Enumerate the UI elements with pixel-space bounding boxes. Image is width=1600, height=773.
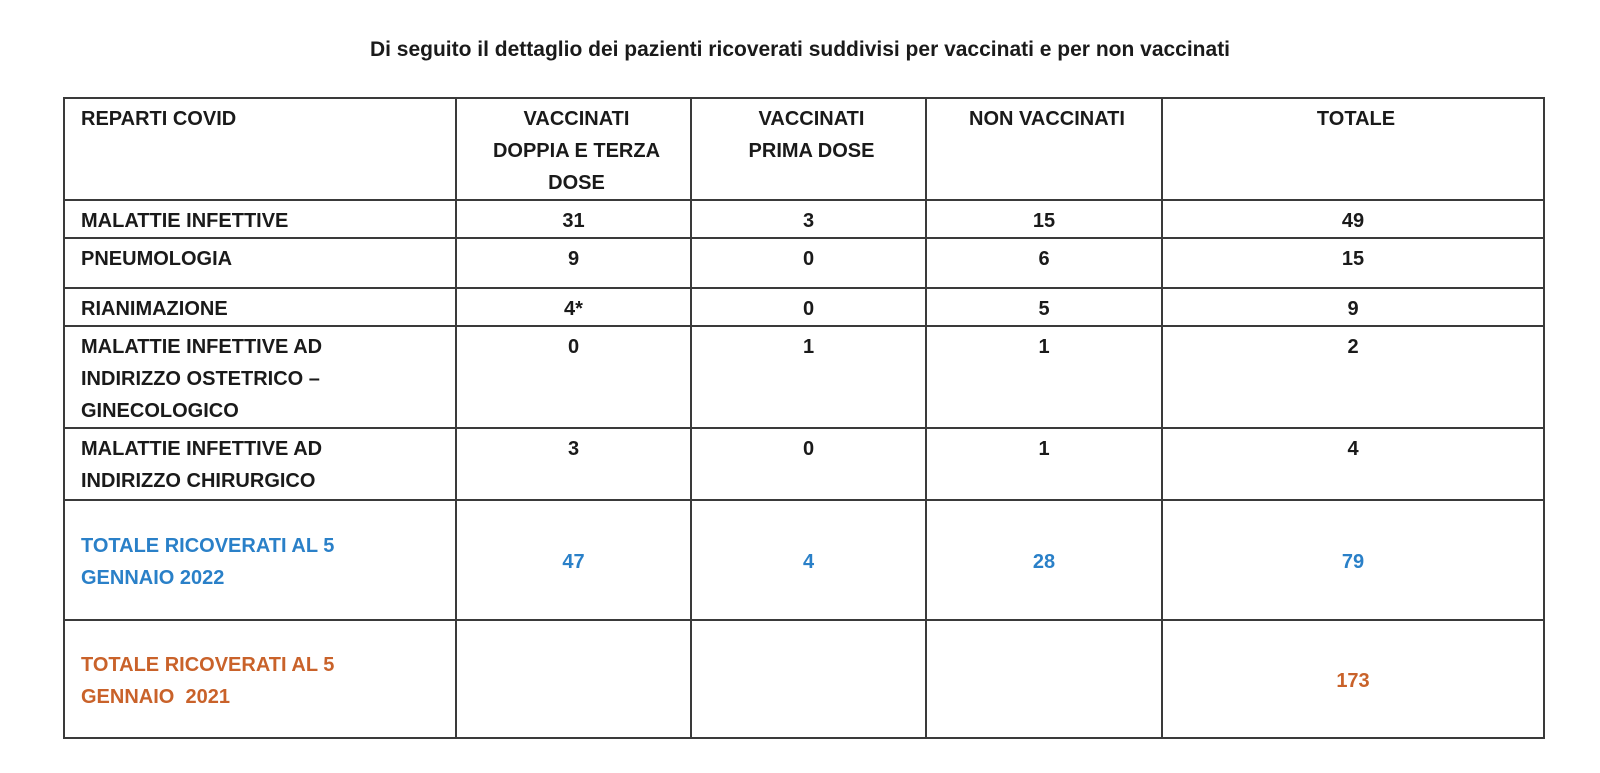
cell-vaccinati-doppia-terza: 31: [456, 200, 691, 238]
document-title: Di seguito il dettaglio dei pazienti ricoverati suddivisi per vaccinati e per non vaccinati: [369, 38, 1231, 61]
header-vaccinati-prima-dose: VACCINATI PRIMA DOSE: [691, 98, 926, 200]
cell-non-vaccinati: 6: [926, 238, 1162, 288]
total-current-row: [64, 500, 1544, 620]
row-label: PNEUMOLOGIA: [64, 238, 456, 288]
row-label: RIANIMAZIONE: [64, 288, 456, 326]
header-vaccinati-doppia-terza: VACCINATI DOPPIA E TERZA DOSE: [456, 98, 691, 200]
cell-totale: 4: [1162, 428, 1544, 500]
cell-vaccinati-prima-dose: 0: [691, 288, 926, 326]
cell-totale: 2: [1162, 326, 1544, 428]
cell-totale: 15: [1162, 238, 1544, 288]
row-label: MALATTIE INFETTIVE AD INDIRIZZO CHIRURGICO: [64, 428, 456, 500]
cell-vaccinati-doppia-terza: 0: [456, 326, 691, 428]
header-totale: TOTALE: [1162, 98, 1544, 200]
cell-vaccinati-prima-dose: 0: [691, 428, 926, 500]
table-header-row: [64, 98, 1544, 200]
total-current-vaccinati-prima-dose: 4: [691, 500, 926, 620]
cell-vaccinati-doppia-terza: 9: [456, 238, 691, 288]
cell-non-vaccinati: 1: [926, 326, 1162, 428]
cell-vaccinati-doppia-terza: 3: [456, 428, 691, 500]
total-previous-label: TOTALE RICOVERATI AL 5 GENNAIO 2021: [64, 620, 456, 738]
cell-non-vaccinati: 1: [926, 428, 1162, 500]
cell-non-vaccinati: 15: [926, 200, 1162, 238]
cell-totale: 9: [1162, 288, 1544, 326]
row-label: MALATTIE INFETTIVE AD INDIRIZZO OSTETRICO – GINECOLOGICO: [64, 326, 456, 428]
total-current-totale: 79: [1162, 500, 1544, 620]
header-reparti-covid: REPARTI COVID: [64, 98, 456, 200]
total-previous-non-vaccinati: [926, 620, 1162, 738]
row-label: MALATTIE INFETTIVE: [64, 200, 456, 238]
total-previous-vaccinati-prima-dose: [691, 620, 926, 738]
table-row: [64, 200, 1544, 238]
total-current-vaccinati-doppia-terza: 47: [456, 500, 691, 620]
cell-vaccinati-prima-dose: 1: [691, 326, 926, 428]
total-current-non-vaccinati: 28: [926, 500, 1162, 620]
total-current-label: TOTALE RICOVERATI AL 5 GENNAIO 2022: [64, 500, 456, 620]
cell-vaccinati-prima-dose: 0: [691, 238, 926, 288]
total-previous-row: [64, 620, 1544, 738]
cell-vaccinati-doppia-terza: 4*: [456, 288, 691, 326]
table-row: [64, 428, 1544, 500]
total-previous-totale: 173: [1162, 620, 1544, 738]
patients-table: [63, 97, 1545, 739]
cell-non-vaccinati: 5: [926, 288, 1162, 326]
cell-vaccinati-prima-dose: 3: [691, 200, 926, 238]
table-row: [64, 238, 1544, 288]
header-non-vaccinati: NON VACCINATI: [926, 98, 1162, 200]
total-previous-vaccinati-doppia-terza: [456, 620, 691, 738]
table-row: [64, 326, 1544, 428]
table-row: [64, 288, 1544, 326]
cell-totale: 49: [1162, 200, 1544, 238]
